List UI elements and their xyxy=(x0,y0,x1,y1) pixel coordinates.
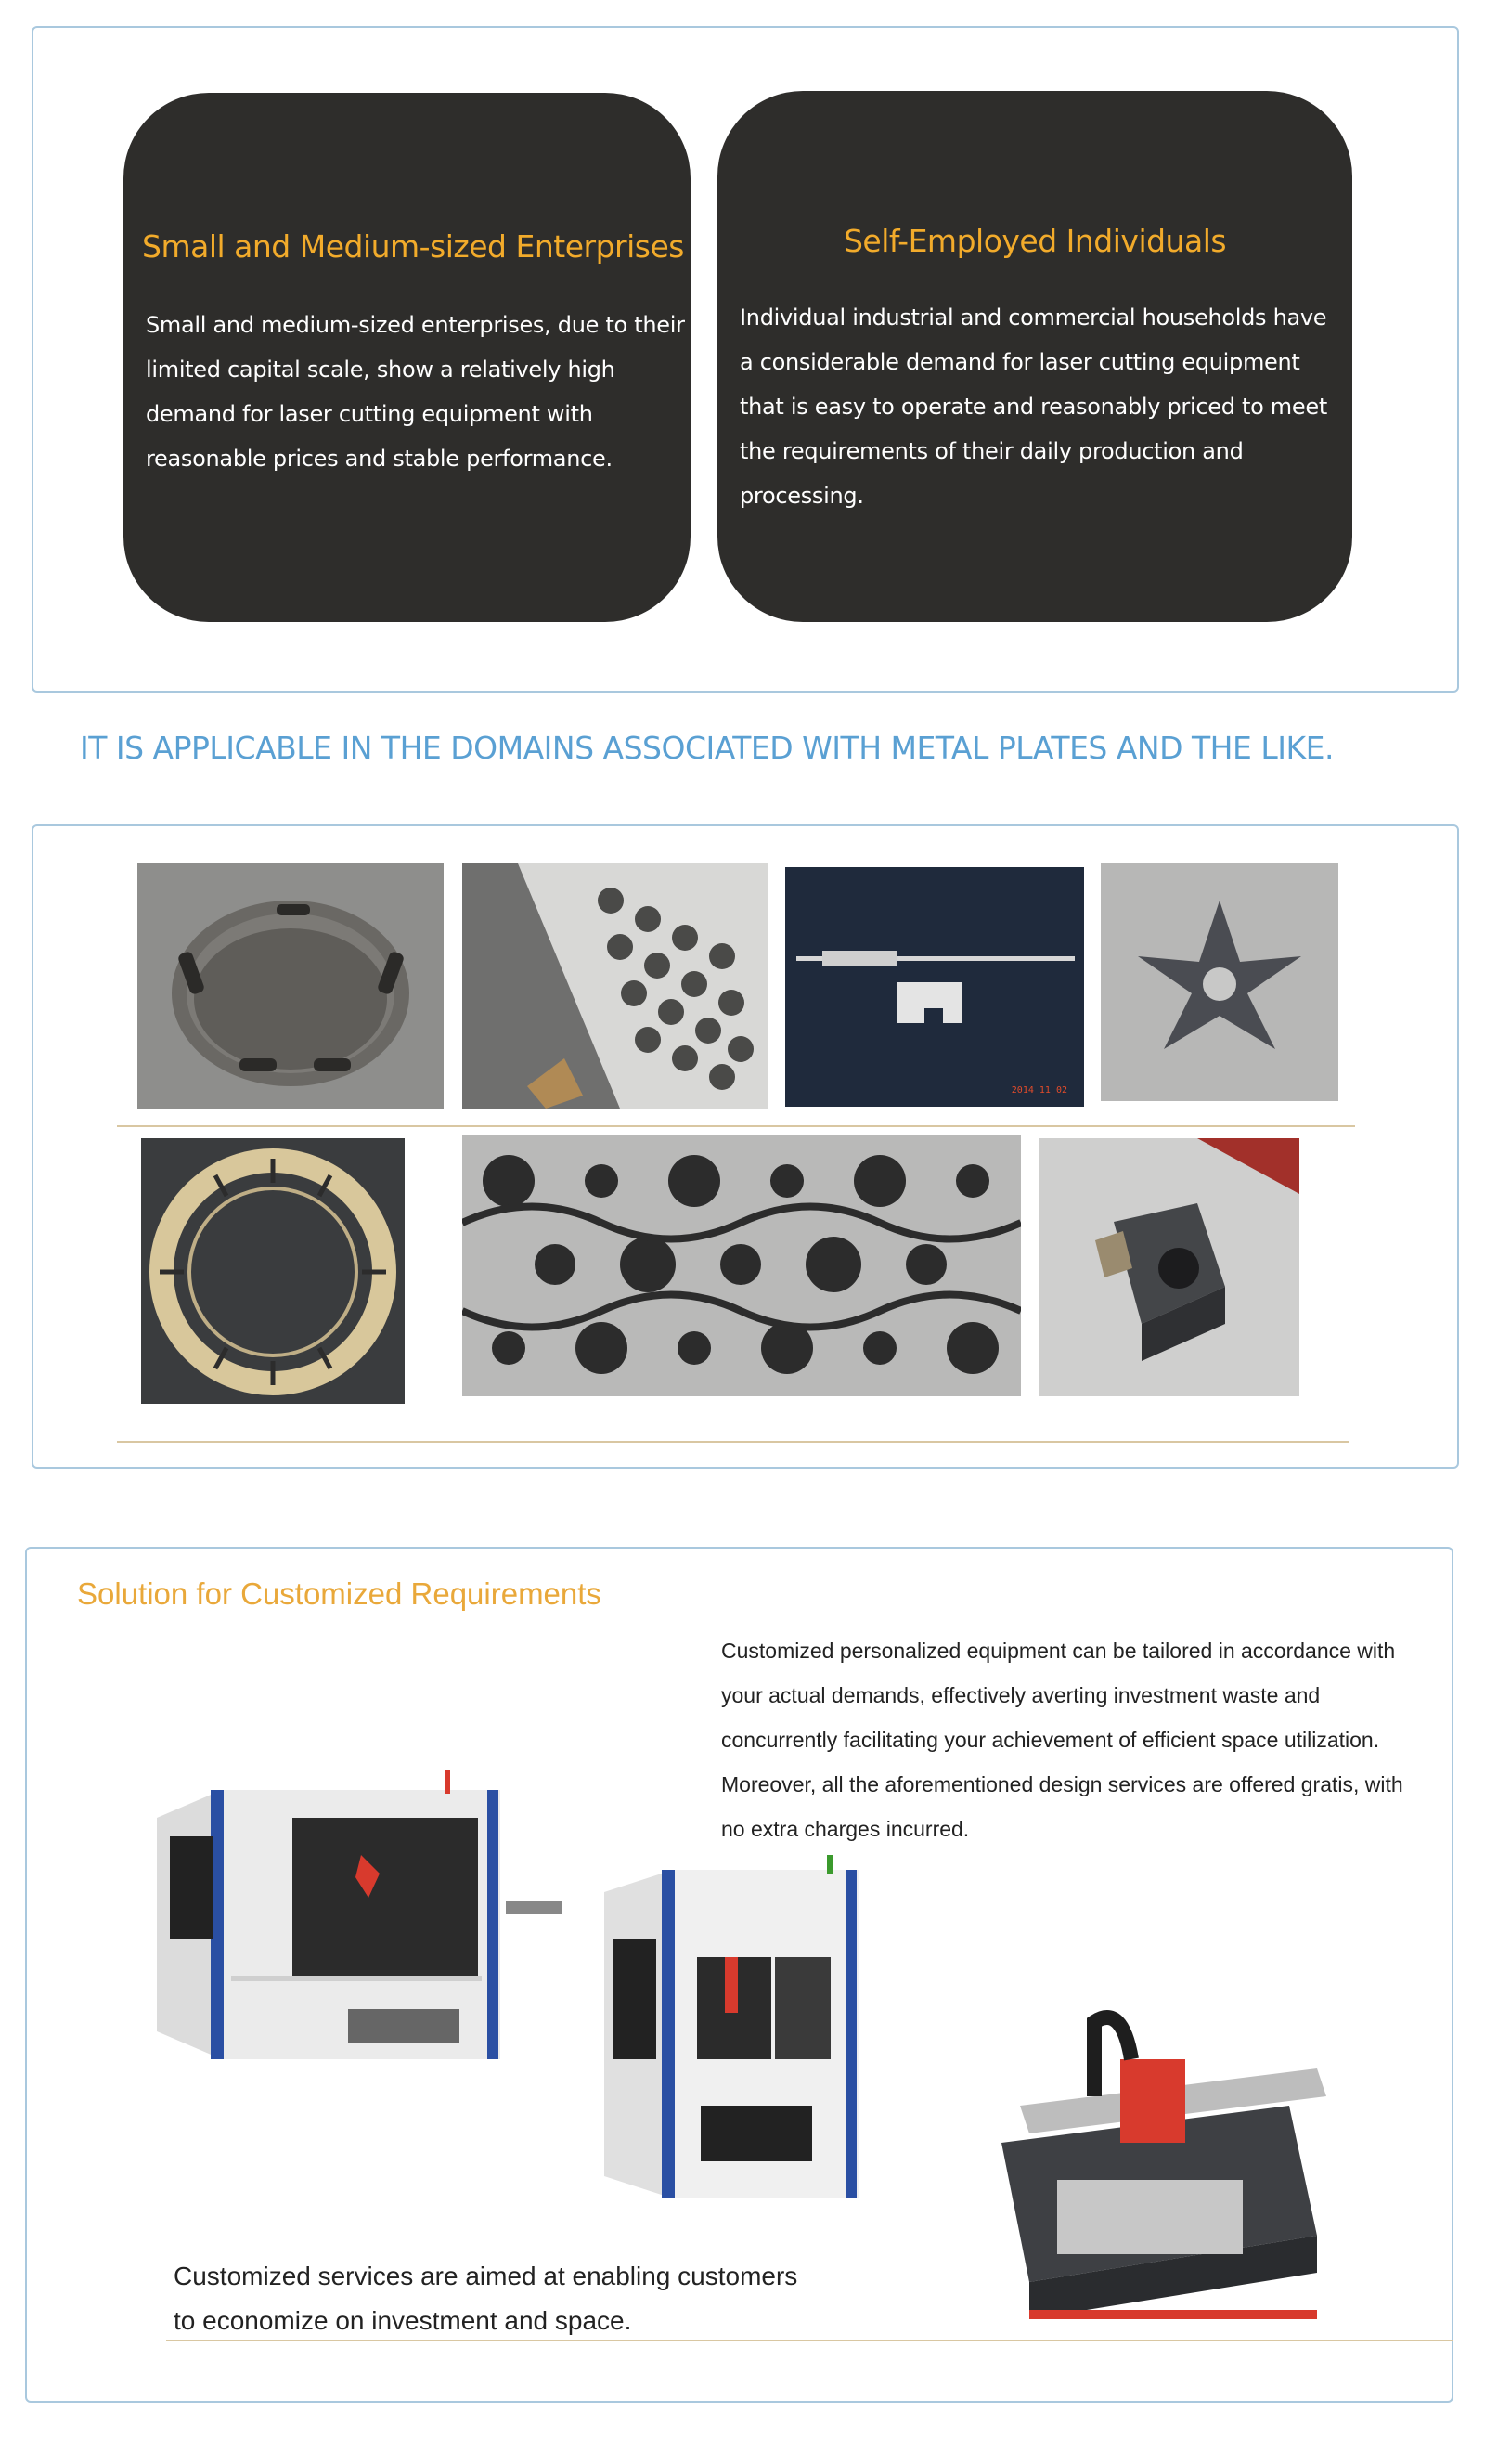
clock-ring-photo xyxy=(141,1138,405,1404)
star-part-photo xyxy=(1101,863,1338,1101)
metal-block-photo xyxy=(1040,1138,1299,1396)
ornamental-pattern-photo xyxy=(462,1135,1021,1396)
self-employed-card-text: Individual industrial and commercial households have a considerable demand for laser cutting equipment that is easy to operate and reasonably priced to meet the requirements of their daily production and processing. xyxy=(740,305,1327,509)
solution-title: Solution for Customized Requirements xyxy=(77,1576,601,1611)
sme-card xyxy=(123,93,691,622)
gallery-divider-bottom xyxy=(117,1441,1349,1443)
perforated-sheet-photo xyxy=(462,863,768,1109)
cut-parts-on-leather-photo xyxy=(785,867,1084,1107)
photo-date-stamp: 2014 11 02 xyxy=(1011,1085,1067,1096)
applications-gallery xyxy=(32,824,1459,1469)
solution-body: Customized personalized equipment can be tailored in accordance with your actual demands, effectively averting investment waste and concurrently facilitating your achievement of efficient space utilization. Moreover, all the aforementioned design services are offered gratis, with no extra charges incurred. xyxy=(721,1639,1403,1841)
domains-heading: IT IS APPLICABLE IN THE DOMAINS ASSOCIATED WITH METAL PLATES AND THE LIKE. xyxy=(80,730,1334,766)
solution-footer-divider xyxy=(166,2340,1453,2341)
gallery-divider-top xyxy=(117,1125,1355,1127)
open-frame-laser-cutter-image xyxy=(964,1994,1354,2328)
self-employed-card xyxy=(717,91,1352,622)
solution-footer: Customized services are aimed at enabling customers to economize on investment and space. xyxy=(174,2262,798,2335)
target-customers-section xyxy=(32,26,1459,693)
sme-card-title: Small and Medium-sized Enterprises xyxy=(142,228,684,265)
self-employed-card-title: Self-Employed Individuals xyxy=(843,223,1227,259)
customized-solution-section xyxy=(25,1547,1453,2403)
enclosed-laser-cutter-large-image xyxy=(129,1762,593,2096)
enclosed-laser-cutter-small-image xyxy=(576,1855,883,2226)
metal-ring-photo xyxy=(137,863,444,1109)
sme-card-text: Small and medium-sized enterprises, due to their limited capital scale, show a relatively high demand for laser cutting equipment with reasonable prices and stable performance. xyxy=(146,312,685,472)
